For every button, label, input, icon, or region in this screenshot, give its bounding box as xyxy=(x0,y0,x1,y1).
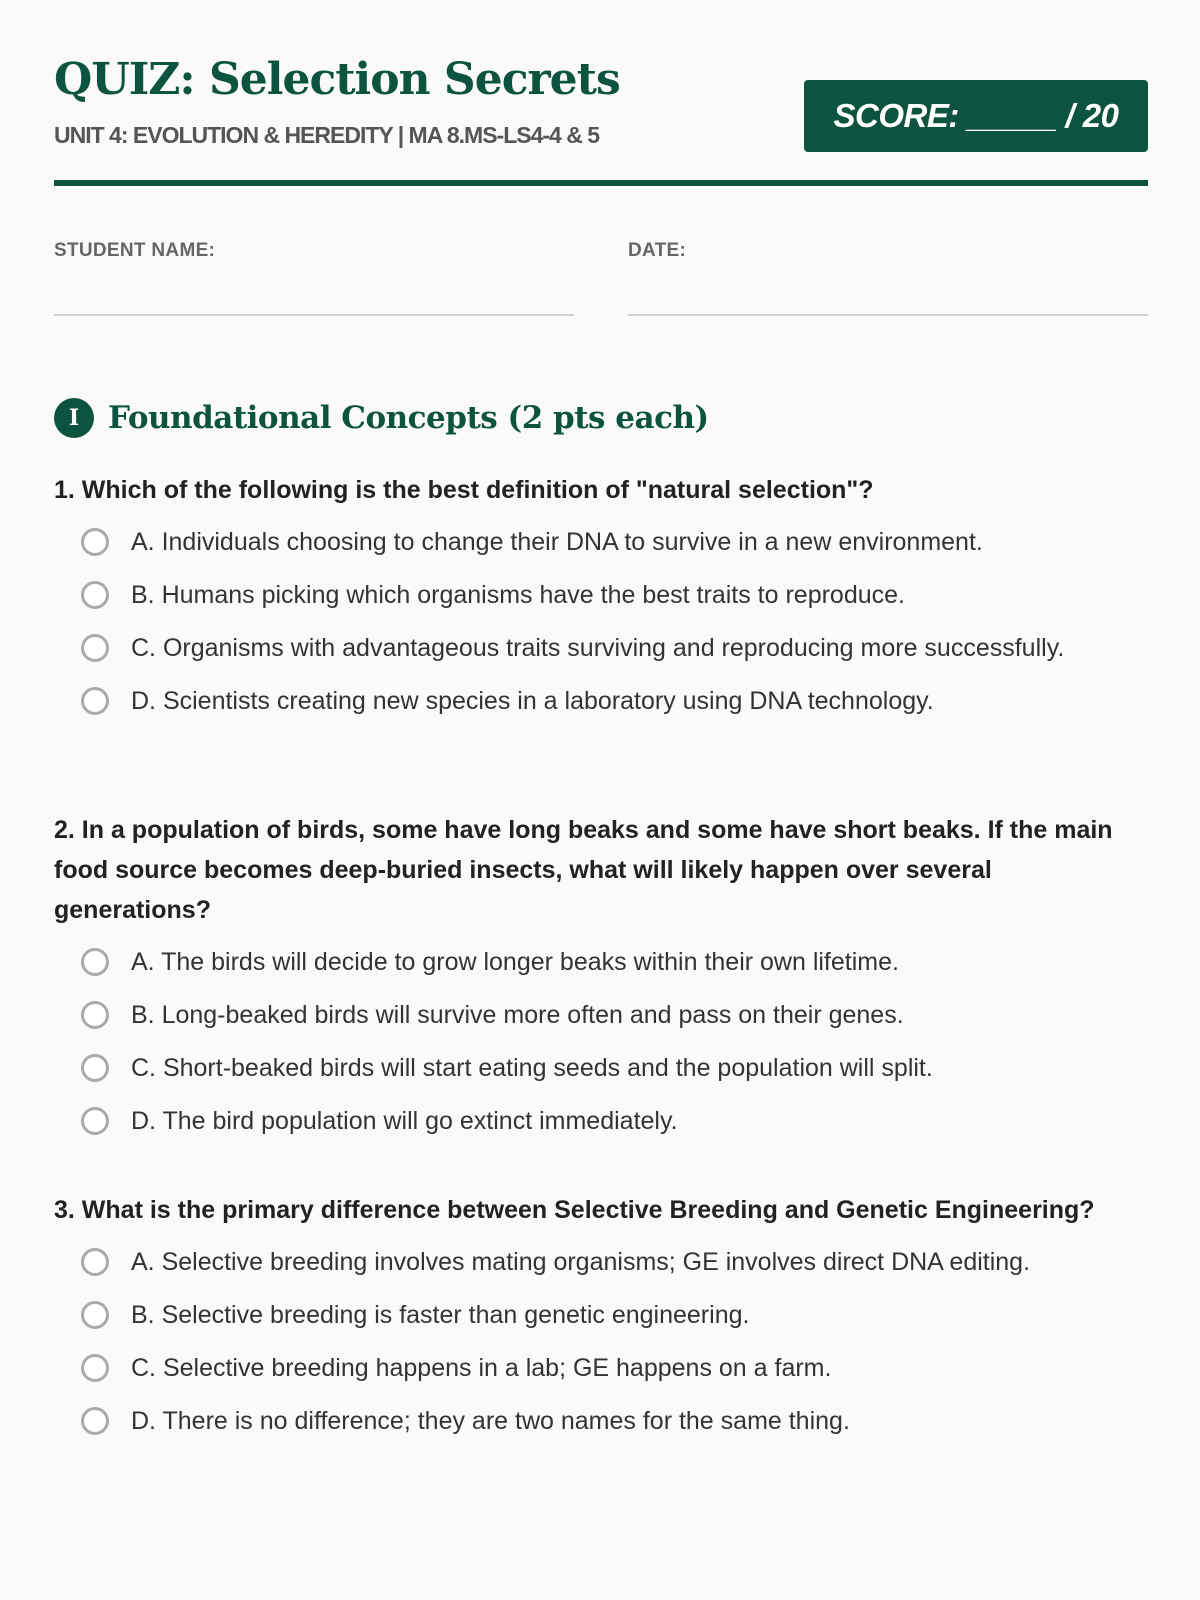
student-name-label: STUDENT NAME: xyxy=(54,240,216,261)
answer-option-text: D. Scientists creating new species in a laboratory using DNA technology. xyxy=(131,687,934,715)
radio-icon[interactable] xyxy=(81,948,109,976)
radio-icon[interactable] xyxy=(81,581,109,609)
radio-icon[interactable] xyxy=(81,1248,109,1276)
quiz-title: QUIZ: Selection Secrets xyxy=(54,54,620,105)
radio-icon[interactable] xyxy=(81,1107,109,1135)
answer-option-text: B. Selective breeding is faster than genetic engineering. xyxy=(131,1301,750,1329)
score-label: SCORE: _____ / 20 xyxy=(833,97,1119,134)
score-box xyxy=(804,80,1148,152)
radio-icon[interactable] xyxy=(81,1301,109,1329)
answer-option-b[interactable] xyxy=(54,575,1138,615)
question-text: 3. What is the primary difference between Selective Breeding and Genetic Engineering? xyxy=(54,1196,1095,1224)
date-line[interactable] xyxy=(628,314,1148,316)
answer-option-c[interactable] xyxy=(54,1348,1138,1388)
question-1 xyxy=(54,470,1138,734)
answer-option-text: A. Selective breeding involves mating organisms; GE involves direct DNA editing. xyxy=(131,1248,1031,1276)
answer-option-text: C. Organisms with advantageous traits surviving and reproducing more successfully. xyxy=(131,634,1065,662)
answer-option-d[interactable] xyxy=(54,681,1138,721)
section-header xyxy=(54,398,709,438)
radio-icon[interactable] xyxy=(81,1001,109,1029)
student-name-field[interactable] xyxy=(54,240,574,316)
section-title: Foundational Concepts (2 pts each) xyxy=(108,400,709,436)
answer-option-text: A. Individuals choosing to change their DNA to survive in a new environment. xyxy=(131,528,983,556)
question-2 xyxy=(54,810,1138,1154)
answer-option-a[interactable] xyxy=(54,1242,1138,1282)
answer-option-a[interactable] xyxy=(54,942,1138,982)
answer-option-text: D. The bird population will go extinct immediately. xyxy=(131,1107,678,1135)
answer-option-text: D. There is no difference; they are two names for the same thing. xyxy=(131,1407,850,1435)
section-number-badge: I xyxy=(54,398,94,438)
question-text: 2. In a population of birds, some have long beaks and some have short beaks. If the main food source becomes deep-buried insects, what will likely happen over several generations? xyxy=(54,816,1113,924)
answer-options xyxy=(54,1242,1138,1441)
question-3 xyxy=(54,1190,1138,1454)
header-divider xyxy=(54,180,1148,186)
answer-option-text: A. The birds will decide to grow longer beaks within their own lifetime. xyxy=(131,948,899,976)
answer-option-text: C. Short-beaked birds will start eating seeds and the population will split. xyxy=(131,1054,933,1082)
date-field[interactable] xyxy=(628,240,1148,316)
answer-option-d[interactable] xyxy=(54,1101,1138,1141)
radio-icon[interactable] xyxy=(81,1054,109,1082)
radio-icon[interactable] xyxy=(81,687,109,715)
radio-icon[interactable] xyxy=(81,1407,109,1435)
answer-option-text: B. Long-beaked birds will survive more often and pass on their genes. xyxy=(131,1001,904,1029)
answer-option-a[interactable] xyxy=(54,522,1138,562)
answer-option-c[interactable] xyxy=(54,628,1138,668)
answer-options xyxy=(54,522,1138,721)
quiz-header xyxy=(54,48,1148,188)
radio-icon[interactable] xyxy=(81,528,109,556)
date-label: DATE: xyxy=(628,240,687,261)
radio-icon[interactable] xyxy=(81,634,109,662)
answer-option-b[interactable] xyxy=(54,995,1138,1035)
radio-icon[interactable] xyxy=(81,1354,109,1382)
question-text: 1. Which of the following is the best definition of "natural selection"? xyxy=(54,476,874,504)
student-name-line[interactable] xyxy=(54,314,574,316)
quiz-subtitle: UNIT 4: EVOLUTION & HEREDITY | MA 8.MS-LS4-4 & 5 xyxy=(54,122,600,148)
answer-option-b[interactable] xyxy=(54,1295,1138,1335)
answer-options xyxy=(54,942,1138,1141)
answer-option-c[interactable] xyxy=(54,1048,1138,1088)
answer-option-text: C. Selective breeding happens in a lab; GE happens on a farm. xyxy=(131,1354,832,1382)
answer-option-text: B. Humans picking which organisms have the best traits to reproduce. xyxy=(131,581,905,609)
answer-option-d[interactable] xyxy=(54,1401,1138,1441)
